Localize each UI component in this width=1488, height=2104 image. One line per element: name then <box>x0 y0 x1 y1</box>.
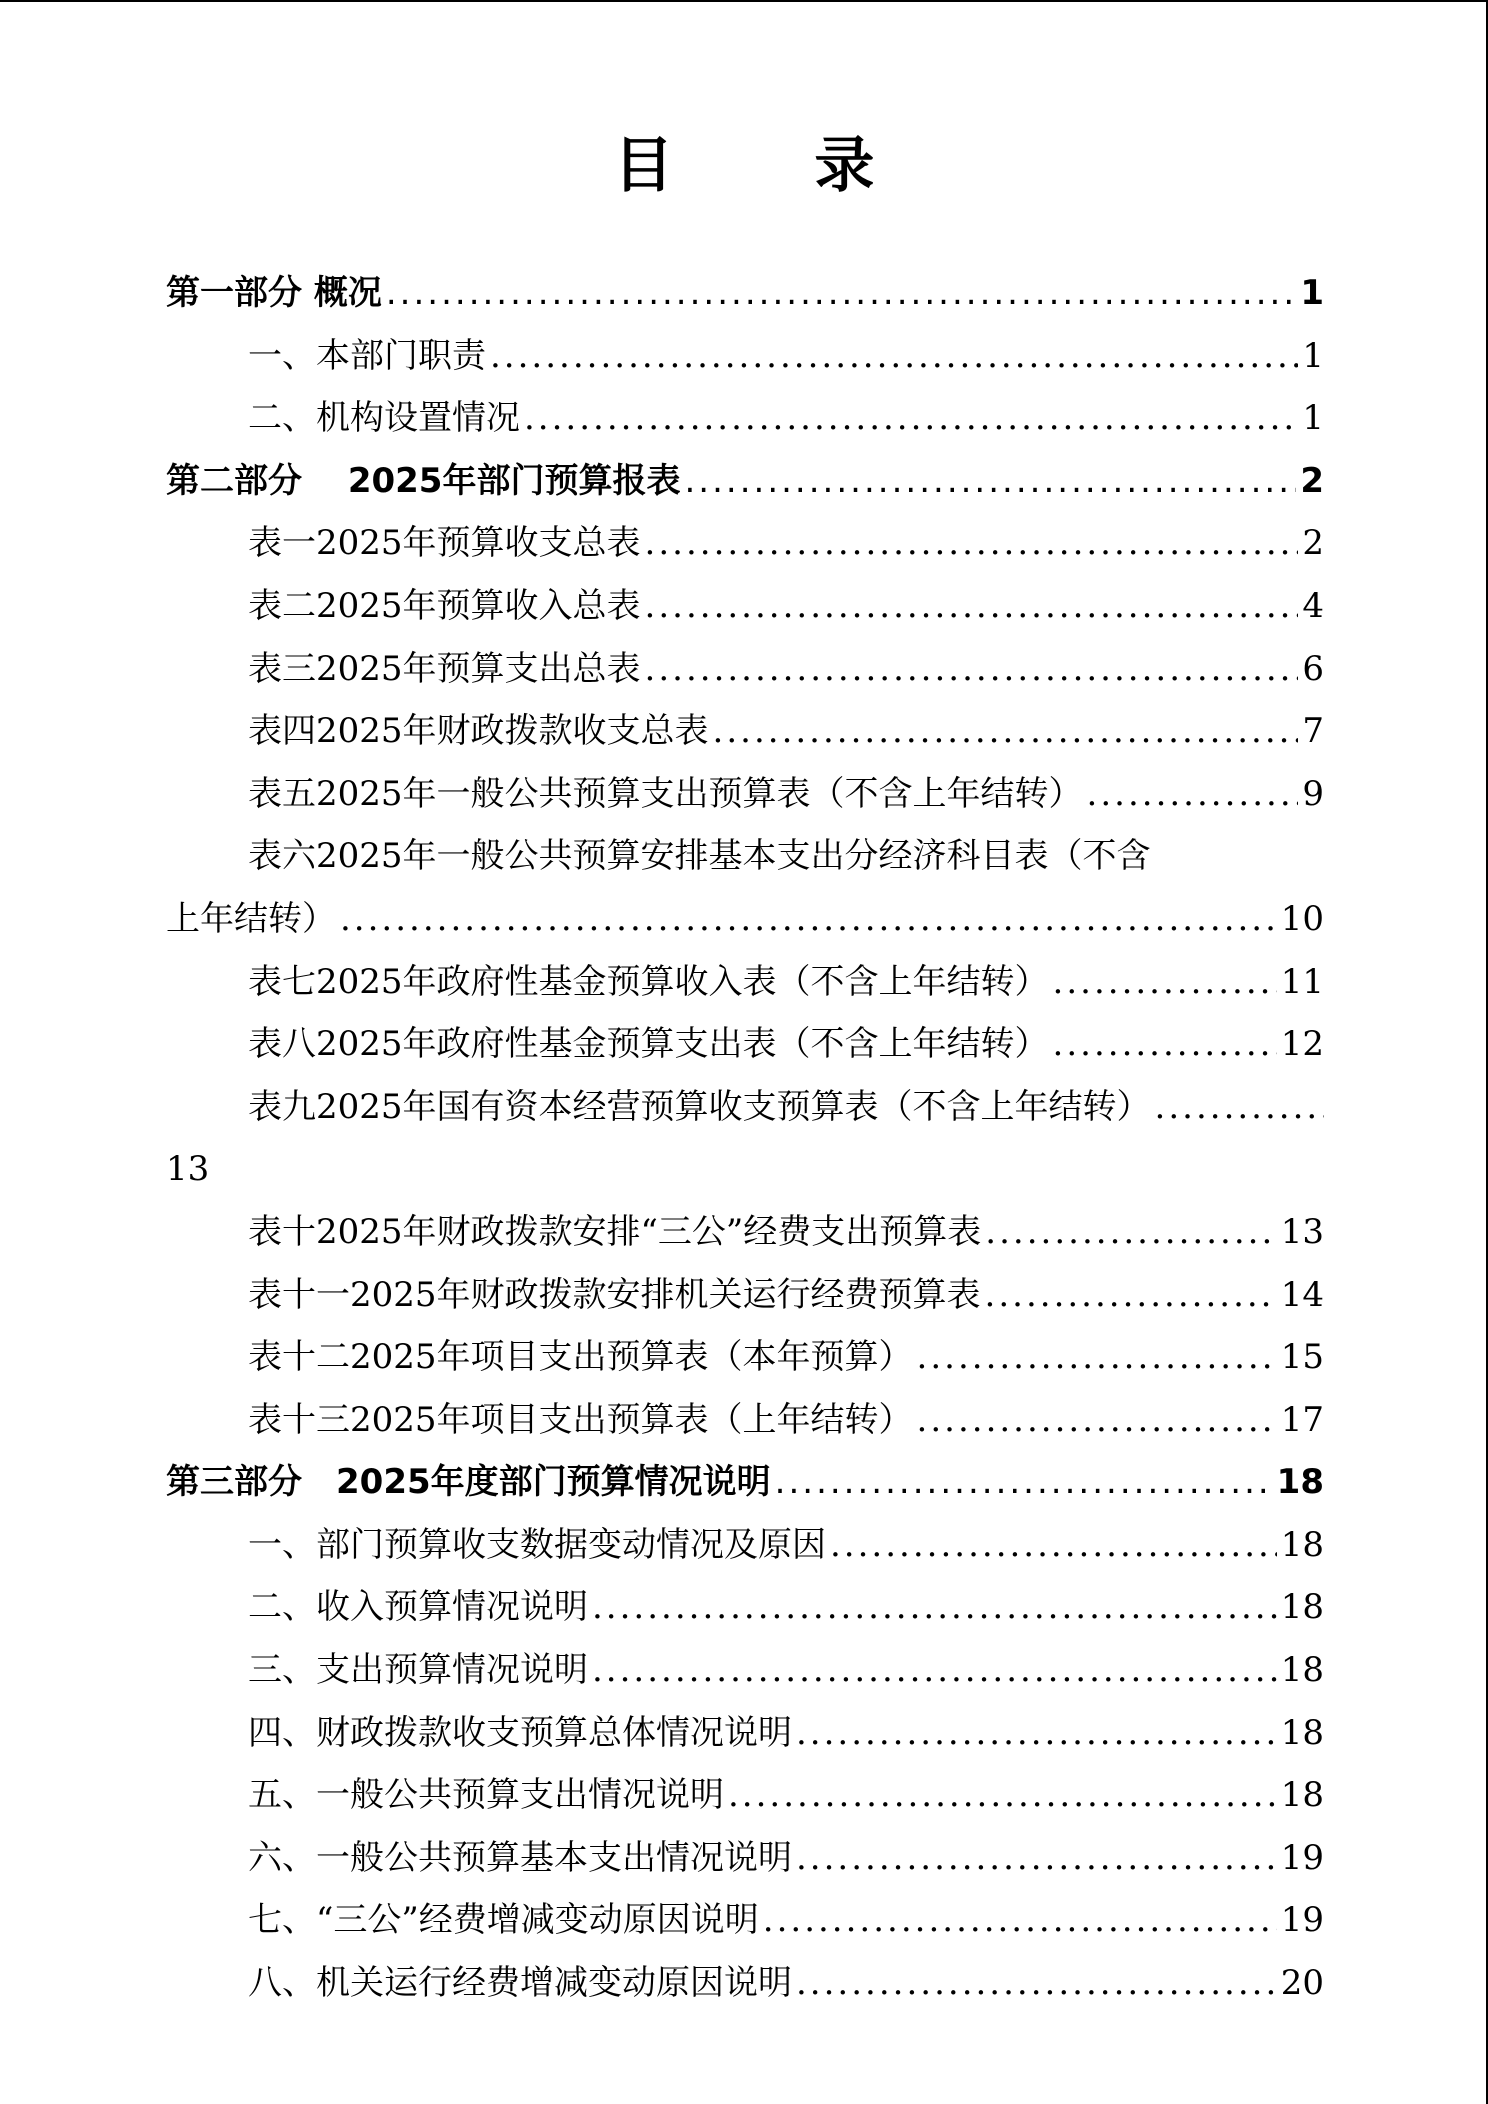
toc-leader-dots <box>645 638 1299 701</box>
toc-leader-dots <box>645 575 1299 638</box>
toc-entry[interactable] <box>166 1639 1324 1702</box>
toc-page-number: 7 <box>1302 711 1324 752</box>
toc-page-number: 13 <box>1280 1211 1324 1252</box>
toc-leader-dots <box>645 512 1299 575</box>
toc-leader-dots <box>1053 951 1277 1014</box>
toc-entry-part-3[interactable] <box>166 1451 1324 1514</box>
toc-leader-dots <box>386 262 1296 325</box>
toc-leader-dots <box>985 1264 1277 1327</box>
toc-entry[interactable] <box>166 1889 1324 1952</box>
toc-label: 表十一2025年财政拨款安排机关运行经费预算表 <box>248 1274 981 1315</box>
toc-leader-dots <box>1087 763 1299 826</box>
toc-entry[interactable] <box>166 1201 1324 1264</box>
toc-entry-part-2[interactable] <box>166 450 1324 513</box>
toc-entry[interactable] <box>166 1389 1324 1452</box>
toc-page-number: 18 <box>1280 1587 1324 1628</box>
toc-entry[interactable] <box>166 1264 1324 1327</box>
toc-entry-part-1[interactable] <box>166 262 1324 325</box>
toc-entry[interactable] <box>166 325 1324 388</box>
toc-entry[interactable] <box>166 1514 1324 1577</box>
toc-label: 四、财政拨款收支预算总体情况说明 <box>248 1712 792 1753</box>
toc-entry-wrapped[interactable] <box>166 1076 1324 1139</box>
toc-entry[interactable] <box>166 387 1324 450</box>
toc-label: 七、“三公”经费增减变动原因说明 <box>248 1900 759 1941</box>
toc-page-number: 4 <box>1302 585 1324 626</box>
toc-label: 表四2025年财政拨款收支总表 <box>248 711 709 752</box>
toc-entry[interactable] <box>166 763 1324 826</box>
toc-page-number: 2 <box>1300 460 1324 501</box>
toc-leader-dots <box>796 1702 1277 1765</box>
toc-label: 五、一般公共预算支出情况说明 <box>248 1775 724 1816</box>
toc-page-number: 18 <box>1280 1524 1324 1565</box>
toc-page-number: 1 <box>1300 273 1324 313</box>
toc-label-continuation: 上年结转） <box>166 898 336 939</box>
toc-page-number: 1 <box>1302 398 1324 439</box>
toc-page-number: 15 <box>1280 1337 1324 1378</box>
toc-leader-dots <box>1155 1076 1324 1139</box>
toc-label: 表七2025年政府性基金预算收入表（不含上年结转） <box>248 961 1049 1002</box>
toc-label: 表六2025年一般公共预算安排基本支出分经济科目表（不含 <box>248 836 1151 877</box>
toc-entry[interactable] <box>166 700 1324 763</box>
toc-leader-dots <box>917 1326 1277 1389</box>
page-edge-top <box>0 0 1488 2</box>
toc-leader-dots <box>917 1389 1277 1452</box>
toc-label: 表一2025年预算收支总表 <box>248 523 641 564</box>
toc-label: 表二2025年预算收入总表 <box>248 585 641 626</box>
toc-page-number: 9 <box>1302 773 1324 814</box>
toc-label: 六、一般公共预算基本支出情况说明 <box>248 1837 792 1878</box>
toc-page-number: 17 <box>1280 1399 1324 1440</box>
toc-label: 表十三2025年项目支出预算表（上年结转） <box>248 1399 913 1440</box>
toc-label: 表八2025年政府性基金预算支出表（不含上年结转） <box>248 1024 1049 1065</box>
toc-entry[interactable] <box>166 1326 1324 1389</box>
toc-label: 八、机关运行经费增减变动原因说明 <box>248 1963 792 2004</box>
toc-entry[interactable] <box>166 512 1324 575</box>
toc-page-number: 20 <box>1280 1963 1324 2004</box>
toc-leader-dots <box>796 1952 1277 2015</box>
toc-entry-continuation[interactable] <box>166 1138 1324 1201</box>
toc-page-number: 14 <box>1280 1274 1324 1315</box>
toc-page-number: 12 <box>1280 1024 1324 1065</box>
toc-entry[interactable] <box>166 1013 1324 1076</box>
toc-title: 目 录 <box>613 131 935 201</box>
toc-leader-dots <box>796 1827 1277 1890</box>
toc-label: 二、收入预算情况说明 <box>248 1587 588 1628</box>
toc-entry[interactable] <box>166 575 1324 638</box>
toc-leader-dots <box>524 387 1298 450</box>
toc-entry[interactable] <box>166 1827 1324 1890</box>
toc-entry[interactable] <box>166 1764 1324 1827</box>
toc-page-number: 6 <box>1302 648 1324 689</box>
toc-label: 表九2025年国有资本经营预算收支预算表（不含上年结转） <box>248 1086 1151 1127</box>
toc-page-number: 1 <box>1302 335 1324 376</box>
toc-leader-dots <box>1053 1013 1277 1076</box>
toc-leader-dots <box>592 1576 1277 1639</box>
toc-page-number: 18 <box>1280 1775 1324 1816</box>
toc-label: 第一部分 概况 <box>166 273 382 313</box>
toc-page-number: 10 <box>1280 898 1324 939</box>
toc-leader-dots <box>592 1639 1277 1702</box>
table-of-contents <box>166 262 1324 2015</box>
toc-leader-dots <box>775 1451 1273 1514</box>
toc-page-number: 18 <box>1276 1462 1324 1503</box>
toc-entry-continuation[interactable] <box>166 888 1324 951</box>
toc-leader-dots <box>713 700 1299 763</box>
toc-page-number: 19 <box>1280 1900 1324 1941</box>
toc-page-number: 18 <box>1280 1712 1324 1753</box>
toc-label: 三、支出预算情况说明 <box>248 1650 588 1691</box>
toc-leader-dots <box>985 1201 1276 1264</box>
toc-leader-dots <box>684 450 1296 513</box>
toc-entry[interactable] <box>166 951 1324 1014</box>
toc-entry[interactable] <box>166 1952 1324 2015</box>
toc-label: 表十二2025年项目支出预算表（本年预算） <box>248 1337 913 1378</box>
toc-label: 表五2025年一般公共预算支出预算表（不含上年结转） <box>248 773 1083 814</box>
toc-page-number: 19 <box>1280 1837 1324 1878</box>
toc-entry[interactable] <box>166 638 1324 701</box>
toc-page-number: 13 <box>166 1149 210 1190</box>
toc-page-number: 11 <box>1280 961 1324 1002</box>
toc-label: 一、本部门职责 <box>248 335 486 376</box>
toc-label: 第三部分 2025年度部门预算情况说明 <box>166 1462 771 1503</box>
toc-page-number: 2 <box>1302 523 1324 564</box>
toc-page-number: 18 <box>1280 1650 1324 1691</box>
toc-leader-dots <box>763 1889 1277 1952</box>
toc-entry-wrapped[interactable] <box>166 825 1324 888</box>
toc-entry[interactable] <box>166 1576 1324 1639</box>
toc-leader-dots <box>490 325 1298 388</box>
toc-leader-dots <box>728 1764 1277 1827</box>
toc-leader-dots <box>830 1514 1277 1577</box>
toc-label: 表三2025年预算支出总表 <box>248 648 641 689</box>
toc-label: 表十2025年财政拨款安排“三公”经费支出预算表 <box>248 1211 982 1252</box>
toc-entry[interactable] <box>166 1702 1324 1765</box>
toc-label: 一、部门预算收支数据变动情况及原因 <box>248 1524 826 1565</box>
toc-leader-dots <box>340 888 1277 951</box>
toc-label: 二、机构设置情况 <box>248 398 520 439</box>
toc-label: 第二部分 2025年部门预算报表 <box>166 460 681 501</box>
